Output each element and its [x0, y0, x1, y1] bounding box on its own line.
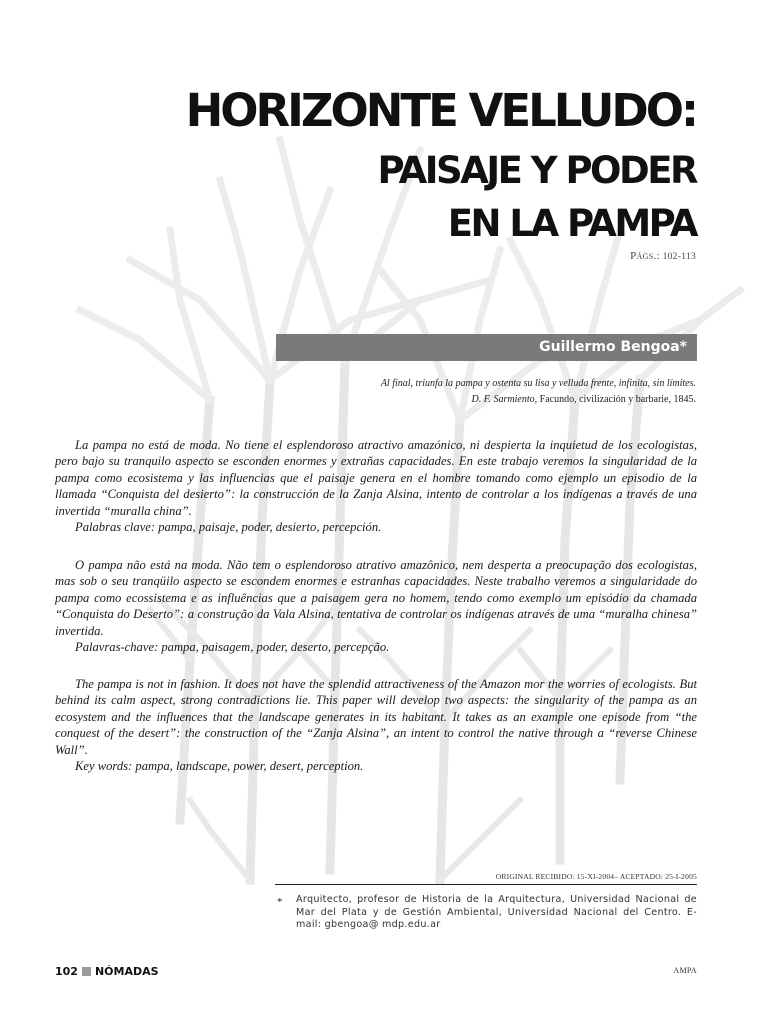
author-footnote: Arquitecto, profesor de Historia de la Arquitectura, Universidad Nacional de Mar del Plata y de Gestión Ambiental, Universidad Nacional del Centro. E-mail: gbengoa@ mdp.edu.ar	[296, 894, 697, 931]
author-name: Guillermo Bengoa*	[539, 339, 687, 355]
abstract-spanish-keywords: Palabras clave: pampa, paisaje, poder, desierto, percepción.	[75, 520, 382, 535]
page-number: 102	[55, 965, 78, 978]
abstract-portuguese-keywords: Palavras-chave: pampa, paisagem, poder, deserto, percepção.	[75, 640, 390, 655]
running-head: AMPA	[673, 966, 697, 975]
abstract-portuguese-text: O pampa não está na moda. Não tem o esplendoroso atrativo amazônico, nem desperta a preocupação dos ecologistas, mas sob o seu tranqüilo aspecto se escondem enormes e estranhas capacidades. Neste trabalho veremos a singularidade do pampa como ecossistema e as influências que a paisagem gera no homem, tendo como exemplo um episódio da chamada “Conquista do Deserto”: a construção da Vala Alsina, tentativa de controlar os indígenas através de uma “muralha chinesa” invertida.	[55, 558, 697, 638]
footnote-mark: *	[277, 896, 283, 908]
folio-square-icon	[82, 967, 91, 976]
abstract-spanish-text: La pampa no está de moda. No tiene el esplendoroso atractivo amazónico, ni despierta la inquietud de los ecologistas, pero bajo su tranquilo aspecto se esconden enormes y extrañas capacidades. En este trabajo veremos la singularidad de la pampa como ecosistema y las influencias que el paisaje genera en el hombre tomando como ejemplo un episodio de la llamada “Conquista del desierto”: la construcción de la Zanja Alsina, intento de controlar a los indígenas a través de una invertida “muralla china”.	[55, 438, 697, 518]
footnote-divider	[275, 884, 697, 885]
article-title-line-3: EN LA PAMPA	[447, 202, 696, 245]
page-range-label: Págs.:	[630, 250, 660, 262]
abstract-english	[55, 676, 697, 774]
abstract-english-text: The pampa is not in fashion. It does not have the splendid attractiveness of the Amazon mor the worries of ecologists. But behind its calm aspect, strong contradictions lie. This paper will develop two aspects: the singularity of the pampa as an ecosystem and the influences that the landscape generates in its habitant. It takes as an example one episode from “the conquest of the desert”: the construction of the “Zanja Alsina”, an intent to control the native through a “reverse Chinese Wall”.	[55, 677, 697, 757]
page-folio	[55, 965, 159, 978]
article-title-line-2: PAISAJE Y PODER	[377, 149, 696, 192]
journal-name: NÓMADAS	[94, 965, 159, 978]
page-range	[500, 250, 696, 262]
epigraph-source-author: D. F. Sarmiento,	[471, 393, 538, 405]
page-range-value: 102-113	[662, 252, 696, 262]
epigraph	[300, 376, 696, 407]
received-accepted-dates: ORIGINAL RECIBIDO: 15-XI-2004– ACEPTADO: 25-I-2005	[495, 872, 697, 881]
abstract-portuguese	[55, 557, 697, 655]
epigraph-source	[300, 392, 696, 408]
abstract-english-keywords: Key words: pampa, landscape, power, desert, perception.	[75, 759, 364, 774]
article-title-line-1: HORIZONTE VELLUDO:	[185, 84, 696, 137]
epigraph-source-work: Facundo, civilización y barbarie, 1845.	[539, 393, 696, 405]
author-bar	[276, 334, 697, 361]
epigraph-quote: Al final, triunfa la pampa y ostenta su lisa y velluda frente, infinita, sin límites.	[380, 378, 696, 389]
abstract-spanish	[55, 437, 697, 535]
